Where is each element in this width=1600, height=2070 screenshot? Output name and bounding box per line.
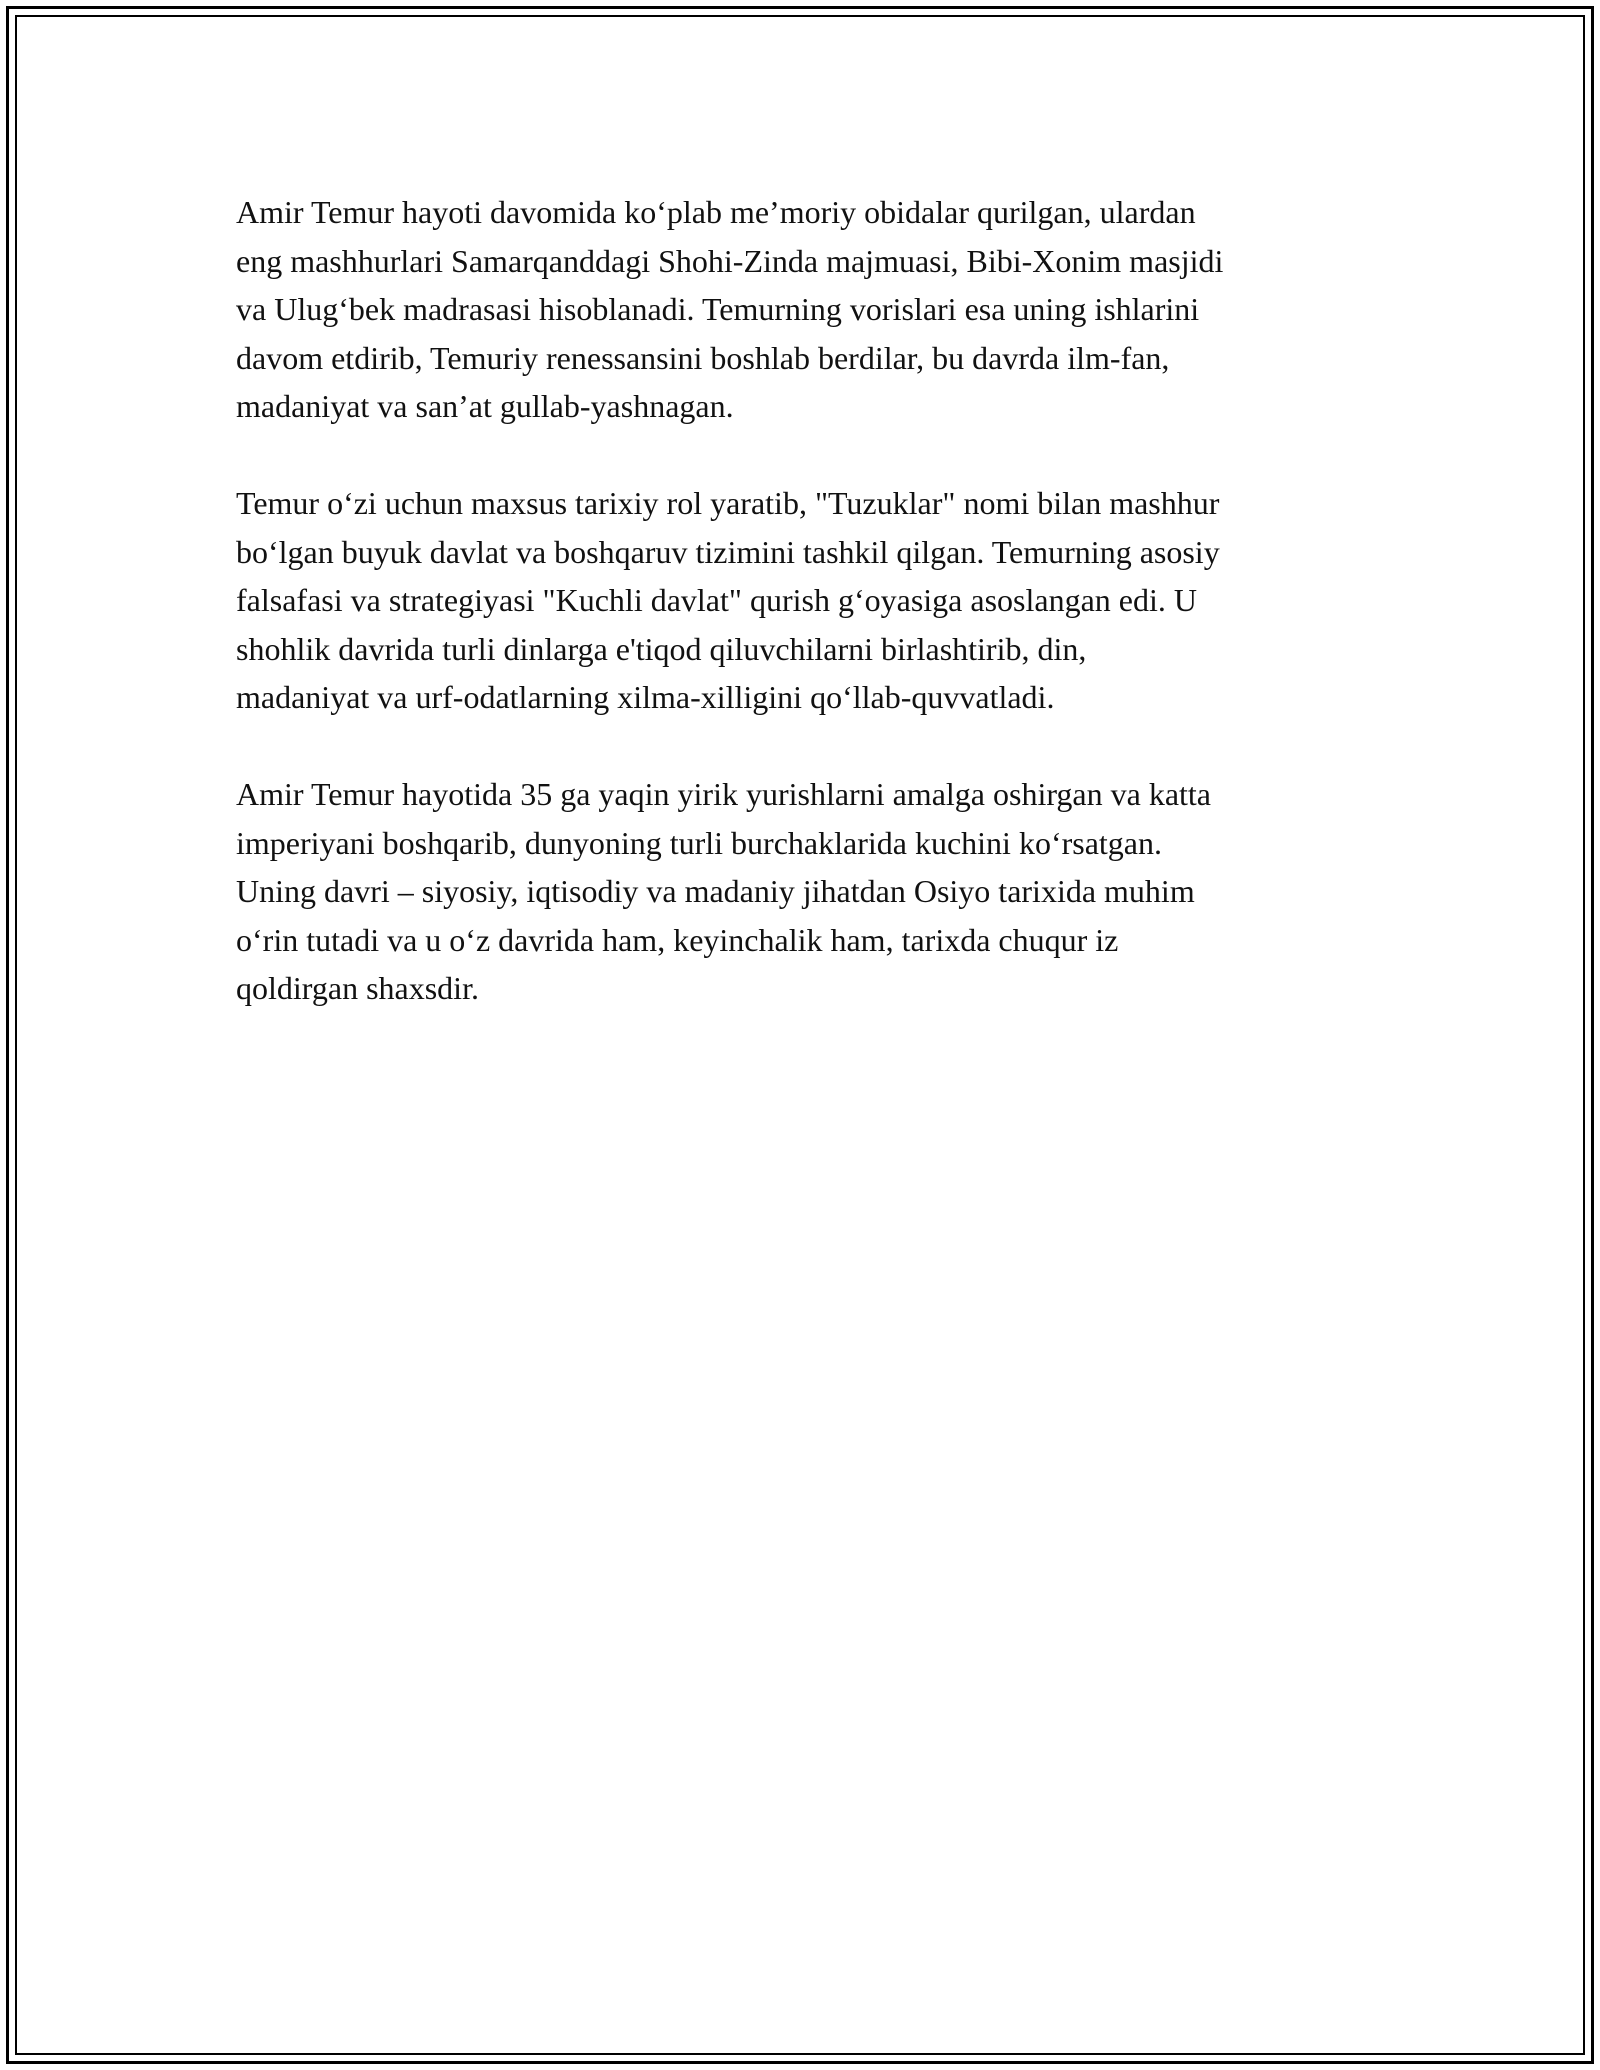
text-line: qoldirgan shaxsdir. [236,970,479,1006]
text-line: va Ulugʻbek madrasasi hisoblanadi. Temurning vorislari esa uning ishlarini [236,291,1200,327]
text-line: Uning davri – siyosiy, iqtisodiy va madaniy jihatdan Osiyo tarixida muhim [236,873,1195,909]
paragraph [236,479,1376,722]
paragraph [236,770,1376,1013]
text-line: Temur oʻzi uchun maxsus tarixiy rol yaratib, "Tuzuklar" nomi bilan mashhur [236,485,1220,521]
text-line: boʻlgan buyuk davlat va boshqaruv tizimini tashkil qilgan. Temurning asosiy [236,533,1220,570]
text-line: imperiyani boshqarib, dunyoning turli burchaklarida kuchini koʻrsatgan. [236,824,1162,861]
paragraph [236,188,1376,431]
text-line: madaniyat va sanʼat gullab-yashnagan. [236,388,734,424]
text-line: madaniyat va urf-odatlarning xilma-xilligini qoʻllab-quvvatladi. [236,679,1055,715]
text-line: Amir Temur hayotida 35 ga yaqin yirik yurishlarni amalga oshirgan va katta [236,776,1211,812]
text-line: Amir Temur hayoti davomida koʻplab meʼmoriy obidalar qurilgan, ulardan [236,194,1196,230]
document-body [236,188,1376,1061]
text-line: oʻrin tutadi va u oʻz davrida ham, keyinchalik ham, tarixda chuqur iz [236,921,1119,958]
text-line: falsafasi va strategiyasi "Kuchli davlat" qurish gʻoyasiga asoslangan edi. U [236,582,1197,618]
text-line: shohlik davrida turli dinlarga e'tiqod qiluvchilarni birlashtirib, din, [236,630,1087,667]
text-line: davom etdirib, Temuriy renessansini boshlab berdilar, bu davrda ilm-fan, [236,339,1170,376]
text-line: eng mashhurlari Samarqanddagi Shohi-Zinda majmuasi, Bibi-Xonim masjidi [236,242,1224,279]
